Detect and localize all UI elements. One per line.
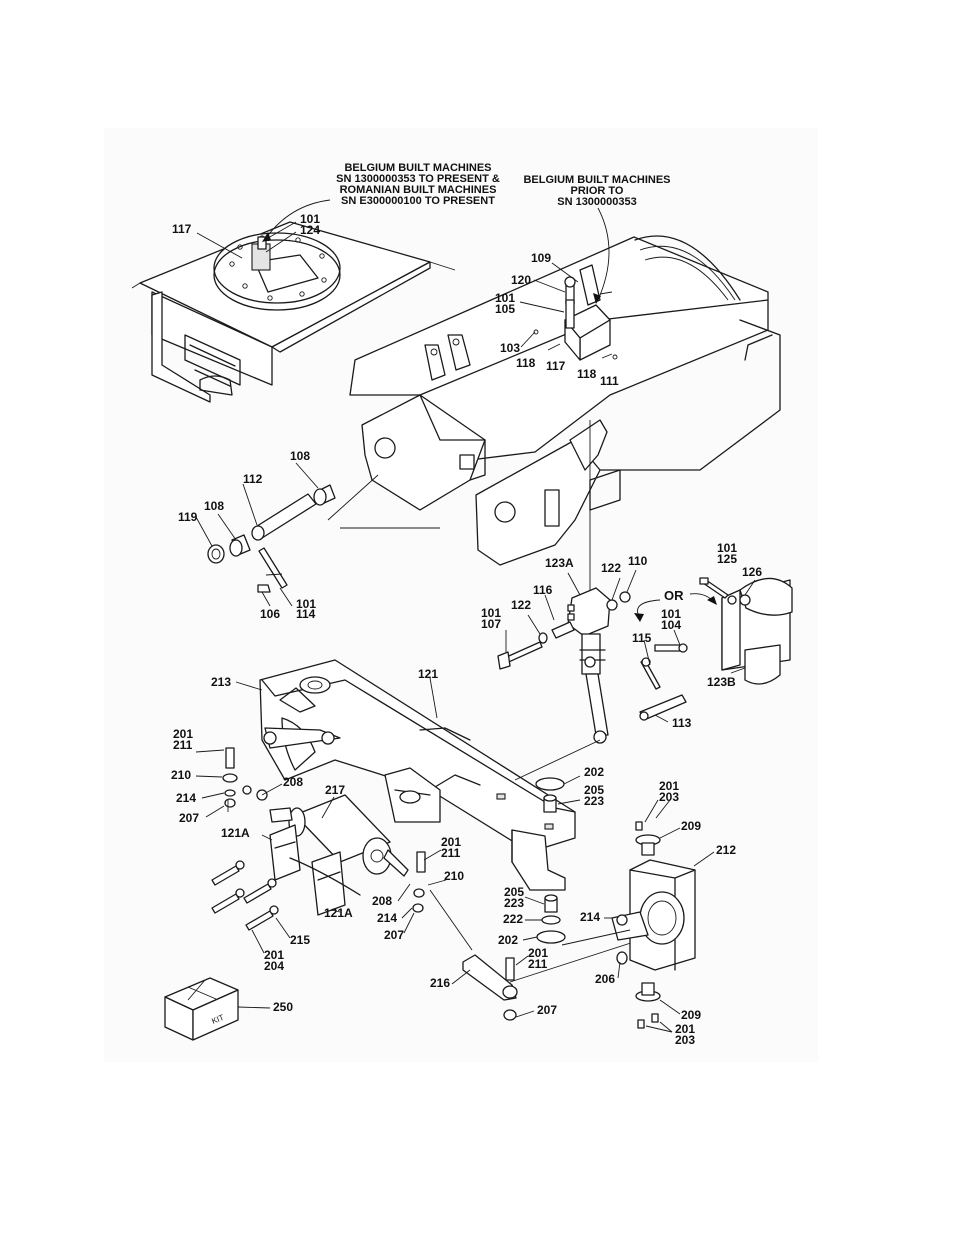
callout: 121A — [221, 826, 250, 840]
callout: 117 — [546, 359, 566, 373]
callout: 214 — [377, 911, 398, 925]
callout: 112 — [243, 472, 263, 486]
callout: 101 — [296, 597, 317, 611]
callout: 211 — [173, 738, 193, 752]
note-belgium-romanian — [336, 162, 500, 207]
callout: 208 — [372, 894, 393, 908]
callout: 201 — [528, 946, 549, 960]
callout: 204 — [264, 959, 285, 973]
callout: 101 — [495, 291, 516, 305]
callout: 103 — [500, 341, 521, 355]
callout: 203 — [675, 1033, 696, 1047]
callout: 209 — [681, 819, 702, 833]
callout: 101 — [717, 541, 738, 555]
callout: 211 — [441, 846, 461, 860]
callout: 216 — [430, 976, 451, 990]
kit-label: KIT — [210, 1012, 226, 1026]
steering-knuckle-212 — [562, 822, 695, 1028]
note-line: PRIOR TO — [570, 185, 624, 197]
callout: 250 — [273, 1000, 294, 1014]
callout: 212 — [716, 843, 737, 857]
callout: 223 — [584, 794, 605, 808]
callout: 101 — [481, 606, 502, 620]
callout: 222 — [503, 912, 524, 926]
callout: 201 — [659, 779, 680, 793]
callout: 117 — [172, 222, 192, 236]
callout: 207 — [179, 811, 200, 825]
callout: 125 — [717, 552, 738, 566]
pins-113-115 — [640, 644, 687, 720]
callout: 214 — [176, 791, 197, 805]
callout: 209 — [681, 1008, 702, 1022]
callout: 108 — [204, 499, 225, 513]
callout: 101 — [661, 607, 682, 621]
kit-box-250 — [165, 978, 238, 1040]
callout: 203 — [659, 790, 680, 804]
callout: 202 — [584, 765, 605, 779]
callout: 201 — [173, 727, 194, 741]
callout: 119 — [178, 510, 198, 524]
callout: 122 — [511, 598, 532, 612]
callout: 207 — [537, 1003, 558, 1017]
bolts-215 — [212, 861, 278, 930]
callout: 122 — [601, 561, 622, 575]
callout: 108 — [290, 449, 311, 463]
callout: 214 — [580, 910, 601, 924]
callout: 116 — [533, 583, 553, 597]
callout: 124 — [300, 223, 321, 237]
callout: 121A — [324, 906, 353, 920]
callout: 202 — [498, 933, 519, 947]
note-line: SN 1300000353 TO PRESENT & — [336, 173, 500, 185]
callout: 118 — [577, 367, 597, 381]
callout: 210 — [171, 768, 192, 782]
callout: 201 — [441, 835, 462, 849]
callout: 208 — [283, 775, 304, 789]
callout: 110 — [628, 554, 648, 568]
callout: 207 — [384, 928, 405, 942]
callout: 210 — [444, 869, 465, 883]
callout: 105 — [495, 302, 516, 316]
callout: 201 — [264, 948, 285, 962]
callout: 217 — [325, 783, 346, 797]
callout: 123B — [707, 675, 736, 689]
note-line: SN E300000100 TO PRESENT — [341, 195, 495, 207]
note-line: SN 1300000353 — [557, 196, 637, 208]
callout: 121 — [418, 667, 439, 681]
callout: 106 — [260, 607, 281, 621]
callout: 123A — [545, 556, 574, 570]
callout: 115 — [632, 631, 652, 645]
pivot-pin-assembly — [208, 485, 335, 592]
callout: 223 — [504, 896, 525, 910]
note-line: BELGIUM BUILT MACHINES — [344, 162, 492, 174]
callout: 211 — [528, 957, 548, 971]
callout: 114 — [296, 607, 316, 621]
or-label: OR — [664, 588, 684, 603]
note-line: ROMANIAN BUILT MACHINES — [339, 184, 497, 196]
callout: 201 — [675, 1022, 696, 1036]
callout: 113 — [672, 716, 692, 730]
callout: 215 — [290, 933, 311, 947]
note-belgium-prior — [523, 174, 670, 208]
note-line: BELGIUM BUILT MACHINES — [523, 174, 671, 186]
callout: 213 — [211, 675, 232, 689]
callout: 206 — [595, 972, 616, 986]
cylinder-123b — [700, 578, 792, 684]
callout: 118 — [516, 356, 536, 370]
callout: 205 — [504, 885, 525, 899]
callout: 205 — [584, 783, 605, 797]
callout: 104 — [661, 618, 682, 632]
callout: 101 — [300, 212, 321, 226]
callout: 126 — [742, 565, 763, 579]
callout: 111 — [600, 374, 619, 388]
callout: 120 — [511, 273, 532, 287]
callout: 109 — [531, 251, 552, 265]
callout: 107 — [481, 617, 502, 631]
